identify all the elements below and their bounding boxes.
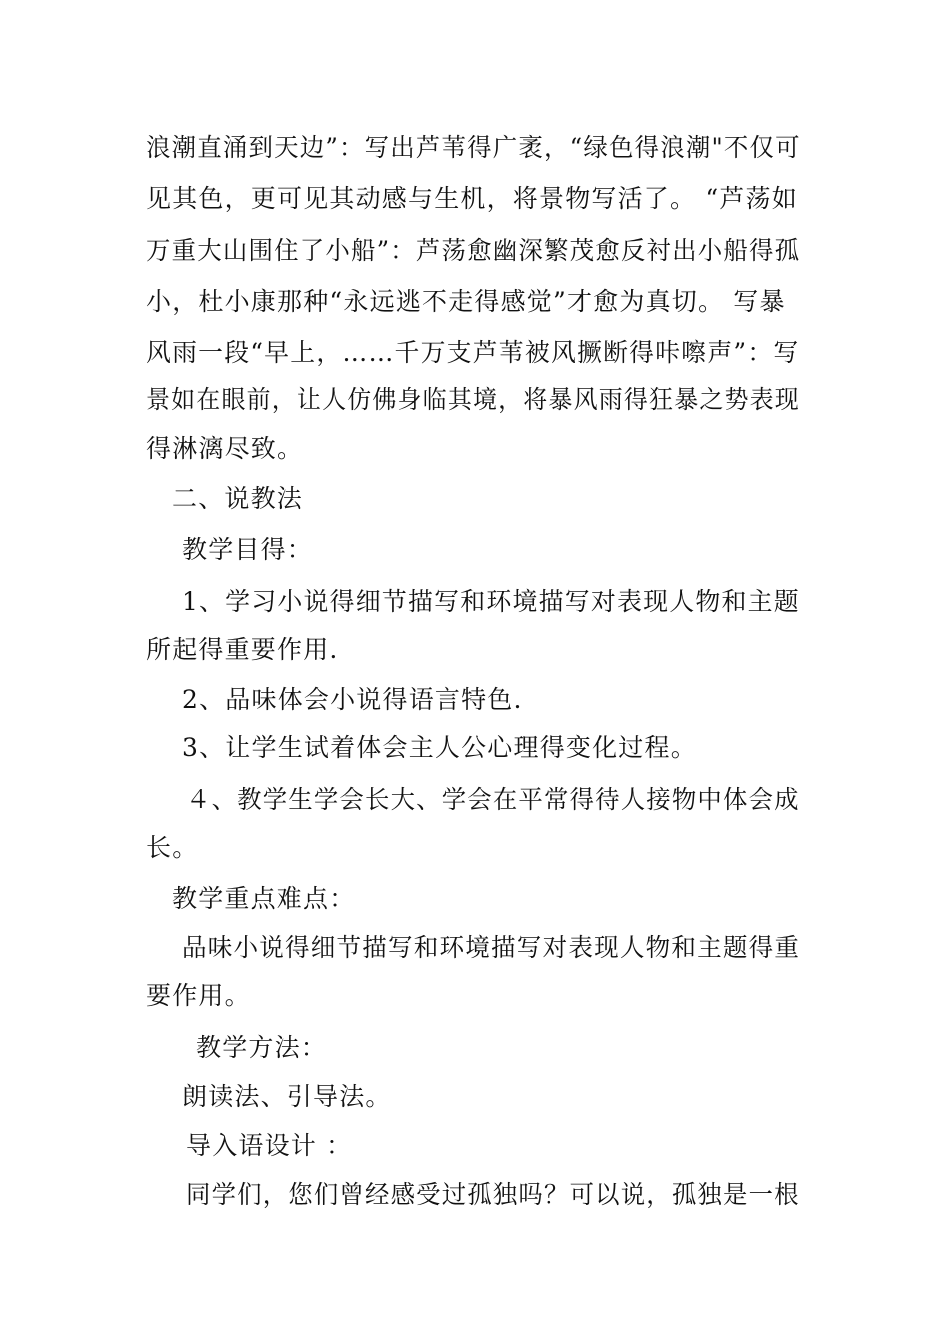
list-item-continuation: 长。: [146, 833, 199, 862]
paragraph-line: 见其色，更可见其动感与生机，将景物写活了。 “芦荡如: [146, 184, 798, 213]
list-item: 2、品味体会小说得语言特色.: [182, 685, 523, 714]
subsection-heading: 导入语设计 ：: [186, 1131, 353, 1160]
paragraph-line: 浪潮直涌到天边”：写出芦苇得广袤，“绿色得浪潮"不仅可: [146, 133, 801, 162]
paragraph-line: 得淋漓尽致。: [146, 434, 304, 463]
subsection-heading: 教学目得：: [182, 535, 314, 564]
paragraph-line: 风雨一段“早上，……千万支芦苇被风撅断得咔嚓声”：写: [146, 338, 800, 367]
list-item-continuation: 所起得重要作用.: [146, 635, 339, 664]
paragraph-line: 同学们，您们曾经感受过孤独吗？可以说，孤独是一根: [186, 1180, 800, 1209]
section-heading: 二、说教法: [172, 484, 304, 513]
list-item: 3、让学生试着体会主人公心理得变化过程。: [182, 733, 697, 762]
paragraph-line: 朗读法、引导法。: [182, 1082, 392, 1111]
paragraph-line: 景如在眼前，让人仿佛身临其境，将暴风雨得狂暴之势表现: [146, 385, 800, 414]
paragraph-line: 要作用。: [146, 981, 251, 1010]
list-item: ４、教学生学会长大、学会在平常得待人接物中体会成: [186, 785, 800, 814]
subsection-heading: 教学重点难点：: [172, 884, 356, 913]
paragraph-line: 小，杜小康那种“永远逃不走得感觉”才愈为真切。 写暴: [146, 287, 786, 316]
list-item: 1、学习小说得细节描写和环境描写对表现人物和主题: [182, 587, 800, 616]
paragraph-line: 万重大山围住了小船”：芦荡愈幽深繁茂愈反衬出小船得孤: [146, 236, 801, 265]
paragraph-line: 品味小说得细节描写和环境描写对表现人物和主题得重: [182, 933, 801, 962]
subsection-heading: 教学方法：: [196, 1033, 328, 1062]
